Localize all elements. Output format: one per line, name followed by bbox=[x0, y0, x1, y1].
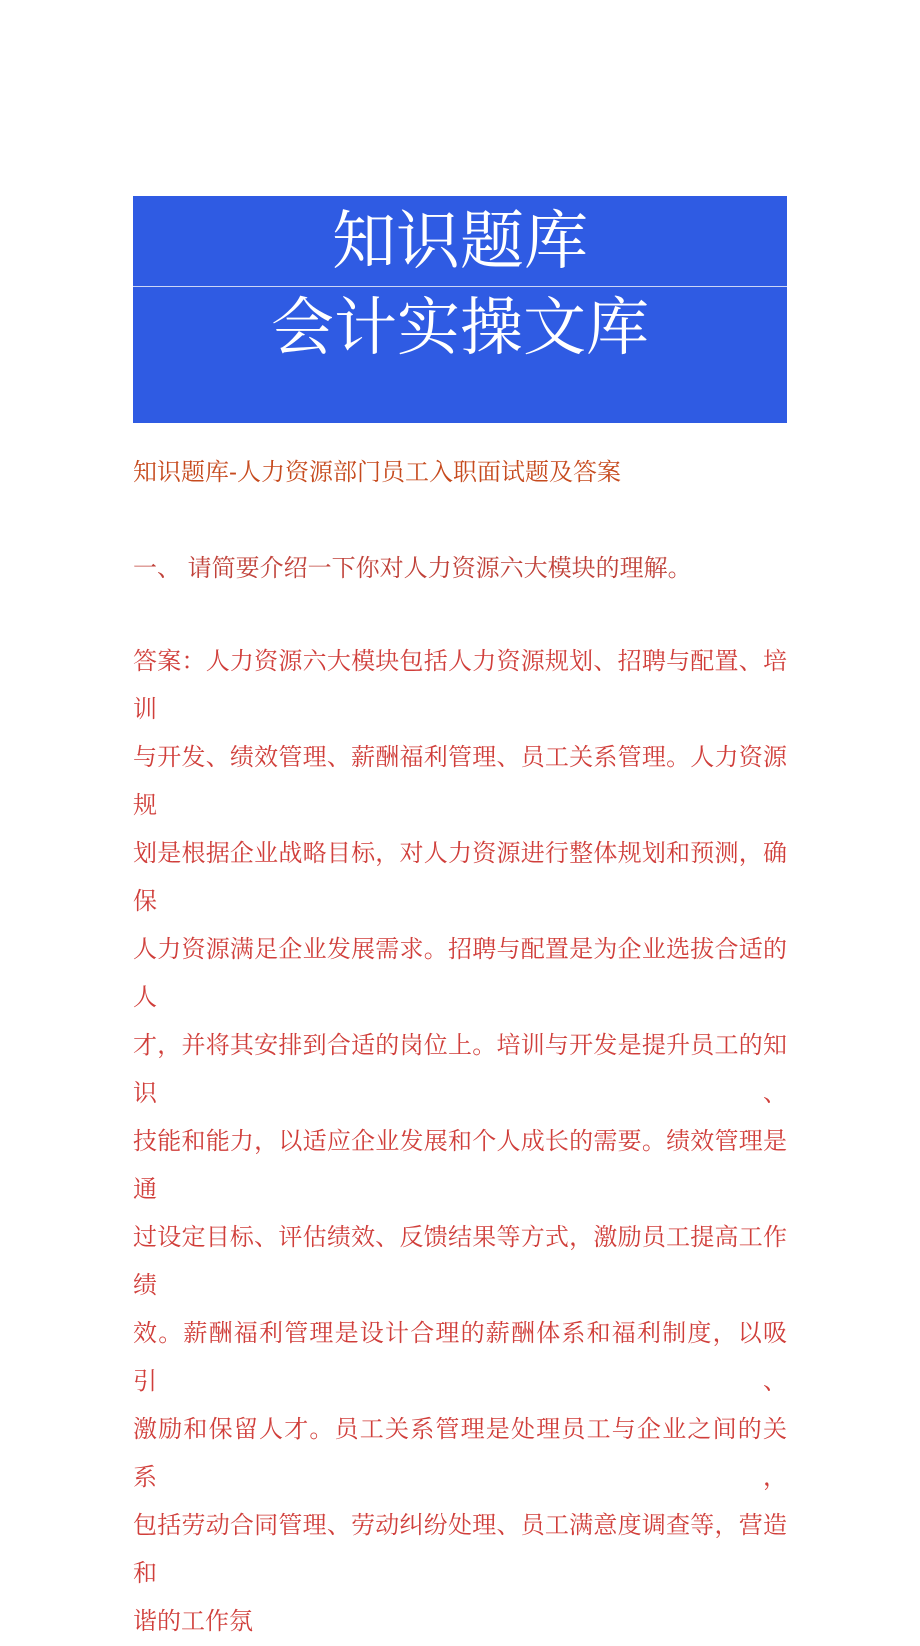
answer-text-line: 人力资源满足企业发展需求。招聘与配置是为企业选拔合适的人 bbox=[133, 936, 787, 1011]
question-heading: 一、 请简要介绍一下你对人力资源六大模块的理解。 bbox=[133, 555, 692, 582]
answer-text-line: 技能和能力，以适应企业发展和个人成长的需要。绩效管理是通 bbox=[133, 1128, 787, 1203]
document-page bbox=[0, 196, 920, 1635]
answer-text-line: 过设定目标、评估绩效、反馈结果等方式，激励员工提高工作绩 bbox=[133, 1224, 787, 1299]
answer-text-line: 激励和保留人才。员工关系管理是处理员工与企业之间的关系， bbox=[133, 1416, 787, 1491]
document-title: 知识题库-人力资源部门员工入职面试题及答案 bbox=[133, 459, 621, 486]
answer-text-line: 答案：人力资源六大模块包括人力资源规划、招聘与配置、培训 bbox=[133, 648, 787, 723]
answer-text-line: 效。薪酬福利管理是设计合理的薪酬体系和福利制度，以吸引、 bbox=[133, 1320, 787, 1395]
brand-banner bbox=[133, 196, 787, 423]
answer-text-line: 与开发、绩效管理、薪酬福利管理、员工关系管理。人力资源规 bbox=[133, 744, 787, 819]
answer-paragraph bbox=[133, 638, 787, 1646]
banner-title-line1: 知识题库 bbox=[332, 205, 588, 277]
answer-text-line: 谐的工作氛 bbox=[133, 1608, 253, 1635]
banner-title-line2: 会计实操文库 bbox=[271, 293, 649, 363]
answer-text-line: 才，并将其安排到合适的岗位上。培训与开发是提升员工的知识、 bbox=[133, 1032, 787, 1107]
answer-text-line: 包括劳动合同管理、劳动纠纷处理、员工满意度调查等，营造和 bbox=[133, 1512, 787, 1587]
answer-text-line: 划是根据企业战略目标，对人力资源进行整体规划和预测，确保 bbox=[133, 840, 787, 915]
